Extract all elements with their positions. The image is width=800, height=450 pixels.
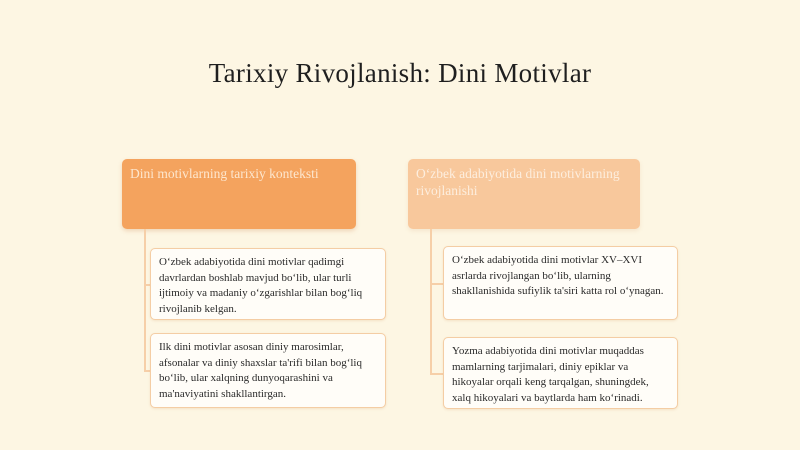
left-card-2: Ilk dini motivlar asosan diniy marosimlar, afsonalar va diniy shaxslar ta'rifi bilan bog‘liq bo‘lib, ular xalqning dunyoqarashini va ma'naviyatini shakllantirgan. — [150, 333, 386, 408]
right-card-2: Yozma adabiyotida dini motivlar muqaddas mamlarning tarjimalari, diniy epiklar va hikoyalar orqali keng tarqalgan, shuningdek, xalq hikoyalari va baytlarda ham ko‘rinadi. — [443, 337, 678, 409]
right-card-1: O‘zbek adabiyotida dini motivlar XV–XVI asrlarda rivojlangan bo‘lib, ularning shakllanishida sufiylik ta'siri katta rol o‘ynagan. — [443, 246, 678, 320]
left-connector-line — [144, 229, 146, 371]
left-card-1: O‘zbek adabiyotida dini motivlar qadimgi davrlardan boshlab mavjud bo‘lib, ular turli ijtimoiy va madaniy o‘zgarishlar bilan bog‘liq rivojlanib kelgan. — [150, 248, 386, 320]
column-header-development: O‘zbek adabiyotida dini motivlarning rivojlanishi — [408, 159, 640, 229]
column-header-historical-context: Dini motivlarning tarixiy konteksti — [122, 159, 356, 229]
slide-title: Tarixiy Rivojlanish: Dini Motivlar — [208, 58, 592, 88]
right-branch-line-2 — [430, 373, 443, 375]
right-branch-line-1 — [430, 283, 443, 285]
right-connector-line — [430, 229, 432, 375]
